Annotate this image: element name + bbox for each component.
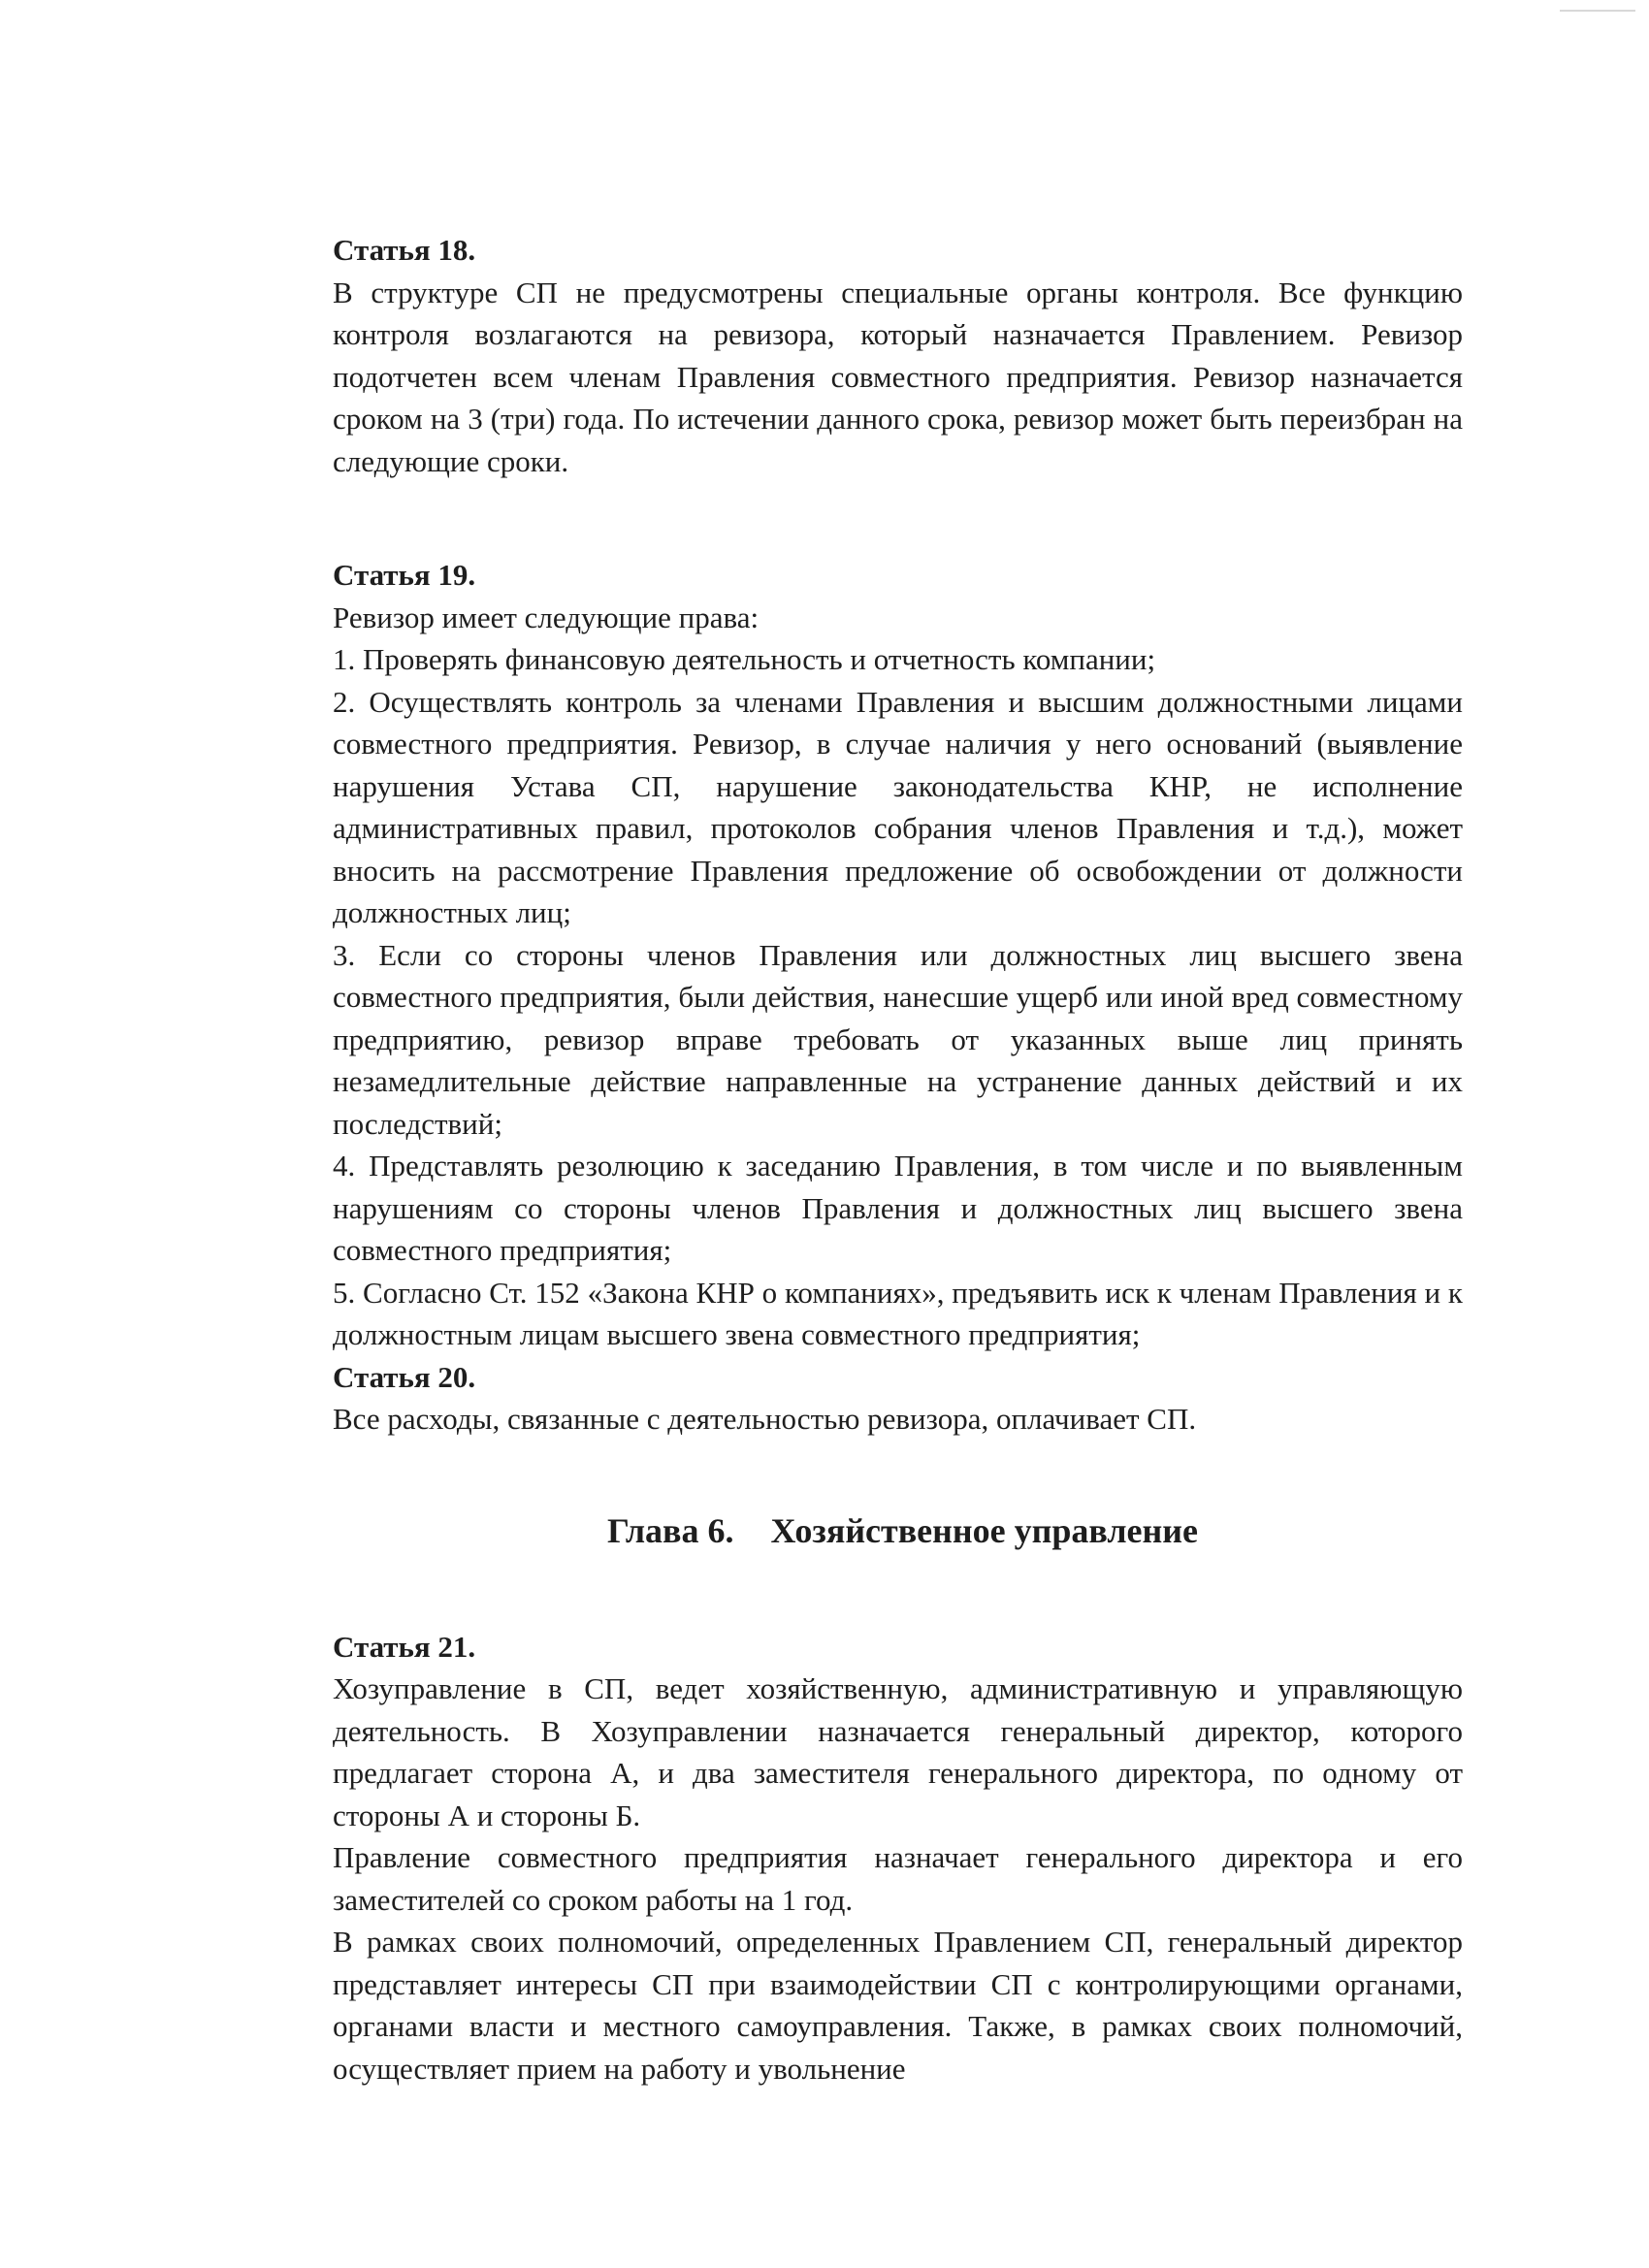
document-page xyxy=(333,229,1463,2090)
article-19-item-5: 5. Согласно Ст. 152 «Закона КНР о компаниях», предъявить иск к членам Правления и к должностным лицам высшего звена совместного предприятия; xyxy=(333,1275,1463,1351)
spacer xyxy=(333,1441,1463,1507)
article-19-intro: Ревизор имеет следующие права: xyxy=(333,599,760,634)
article-20-heading: Статья 20. xyxy=(333,1359,476,1394)
article-20-text: Все расходы, связанные с деятельностью ревизора, оплачивает СП. xyxy=(333,1402,1197,1436)
article-19-heading: Статья 19. xyxy=(333,558,476,592)
article-19-item-2: 2. Осуществлять контроль за членами Правления и высшим должностными лицами совместного предприятия. Ревизор, в случае наличия у него оснований (выявление нарушения Устава СП, нарушение законодательства КНР, не исполнение административных правил, протоколов собрания членов Правления и т.д.), может вносить на рассмотрение Правления предложение об освобождении от должности должностных лиц; xyxy=(333,684,1463,929)
chapter-6-number: Глава 6. xyxy=(607,1510,734,1550)
chapter-6-heading xyxy=(333,1507,1463,1555)
article-21-heading: Статья 21. xyxy=(333,1629,476,1664)
chapter-6-title: Хозяйственное управление xyxy=(770,1510,1198,1550)
article-21-paragraph-3: В рамках своих полномочий, определенных Правлением СП, генеральный директор представляет интересы СП при взаимодействии СП с контролирующими органами, органами власти и местного самоуправления. Также, в рамках своих полномочий, осуществляет прием на работу и увольнение xyxy=(333,1925,1463,2086)
article-18-heading: Статья 18. xyxy=(333,233,476,267)
article-19-item-1: 1. Проверять финансовую деятельность и отчетность компании; xyxy=(333,642,1156,676)
spacer xyxy=(333,482,1463,554)
article-18-text: В структуре СП не предусмотрены специальные органы контроля. Все функцию контроля возлагаются на ревизора, который назначается Правлением. Ревизор подотчетен всем членам Правления совместного предприятия. Ревизор назначается сроком на 3 (три) года. По истечении данного срока, ревизор может быть переизбран на следующие сроки. xyxy=(333,275,1463,478)
article-21-paragraph-2: Правление совместного предприятия назначает генерального директора и его заместителей со сроком работы на 1 год. xyxy=(333,1840,1463,1917)
article-21-paragraph-1: Хозуправление в СП, ведет хозяйственную, административную и управляющую деятельность. В Хозуправлении назначается генеральный директор, которого предлагает сторона А, и два заместителя генерального директора, по одному от стороны А и стороны Б. xyxy=(333,1671,1463,1832)
article-19-item-4: 4. Представлять резолюцию к заседанию Правления, в том числе и по выявленным нарушениям со стороны членов Правления и должностных лиц высшего звена совместного предприятия; xyxy=(333,1149,1463,1267)
article-19-item-3: 3. Если со стороны членов Правления или должностных лиц высшего звена совместного предприятия, были действия, нанесшие ущерб или иной вред совместному предприятию, ревизор вправе требовать от указанных выше лиц принять незамедлительные действие направленные на устранение данных действий и их последствий; xyxy=(333,937,1463,1141)
spacer xyxy=(333,1555,1463,1626)
scan-edge-mark xyxy=(1560,10,1635,12)
